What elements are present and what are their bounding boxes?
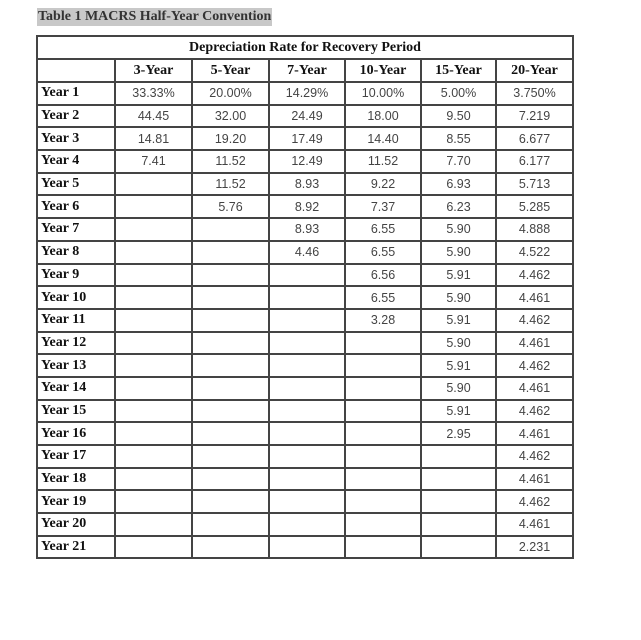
rate-cell: 9.50	[421, 105, 496, 128]
rate-cell	[269, 309, 345, 332]
table-body	[37, 82, 573, 558]
rate-cell: 4.462	[496, 354, 573, 377]
row-label: Year 14	[37, 377, 115, 400]
column-header: 3-Year	[115, 59, 192, 82]
rate-cell: 2.231	[496, 536, 573, 559]
rate-cell	[115, 468, 192, 491]
rate-cell: 6.55	[345, 218, 421, 241]
rate-cell: 5.713	[496, 173, 573, 196]
rate-cell	[345, 377, 421, 400]
rate-cell	[192, 513, 269, 536]
rate-cell: 4.461	[496, 422, 573, 445]
column-header-row	[37, 59, 573, 82]
rate-cell: 4.462	[496, 445, 573, 468]
rate-cell: 4.461	[496, 332, 573, 355]
table-row	[37, 377, 573, 400]
column-header: 20-Year	[496, 59, 573, 82]
rate-cell	[345, 468, 421, 491]
rate-cell: 19.20	[192, 127, 269, 150]
rate-cell	[345, 354, 421, 377]
rate-cell	[115, 445, 192, 468]
rate-cell	[115, 513, 192, 536]
row-label: Year 8	[37, 241, 115, 264]
rate-cell	[115, 218, 192, 241]
rate-cell	[269, 422, 345, 445]
rate-cell: 5.91	[421, 264, 496, 287]
rate-cell: 17.49	[269, 127, 345, 150]
group-header: Depreciation Rate for Recovery Period	[37, 36, 573, 59]
rate-cell	[192, 536, 269, 559]
rate-cell	[345, 422, 421, 445]
rate-cell: 14.81	[115, 127, 192, 150]
table-row	[37, 195, 573, 218]
table-row	[37, 173, 573, 196]
row-label: Year 11	[37, 309, 115, 332]
rate-cell: 5.91	[421, 354, 496, 377]
rate-cell: 7.70	[421, 150, 496, 173]
rate-cell: 5.91	[421, 309, 496, 332]
rate-cell	[115, 400, 192, 423]
rate-cell: 14.40	[345, 127, 421, 150]
rate-cell	[192, 422, 269, 445]
rate-cell	[115, 173, 192, 196]
row-label: Year 9	[37, 264, 115, 287]
rate-cell	[192, 264, 269, 287]
row-label: Year 17	[37, 445, 115, 468]
rate-cell	[192, 445, 269, 468]
rate-cell	[115, 354, 192, 377]
rate-cell	[269, 264, 345, 287]
table-row	[37, 354, 573, 377]
rate-cell	[269, 445, 345, 468]
rate-cell	[269, 490, 345, 513]
rate-cell: 5.76	[192, 195, 269, 218]
row-label: Year 10	[37, 286, 115, 309]
rate-cell: 12.49	[269, 150, 345, 173]
rate-cell	[421, 490, 496, 513]
table-title: Table 1 MACRS Half-Year Convention	[38, 9, 272, 24]
rate-cell: 4.46	[269, 241, 345, 264]
row-label: Year 18	[37, 468, 115, 491]
macrs-table	[36, 35, 574, 559]
rate-cell: 2.95	[421, 422, 496, 445]
rate-cell: 4.462	[496, 490, 573, 513]
rate-cell	[115, 490, 192, 513]
group-header-row	[37, 36, 573, 59]
table-row	[37, 127, 573, 150]
rate-cell: 4.461	[496, 377, 573, 400]
rate-cell	[345, 400, 421, 423]
row-label: Year 16	[37, 422, 115, 445]
rate-cell	[269, 513, 345, 536]
column-header: 15-Year	[421, 59, 496, 82]
rate-cell	[421, 445, 496, 468]
rate-cell: 4.461	[496, 513, 573, 536]
table-row	[37, 445, 573, 468]
rate-cell	[269, 468, 345, 491]
rate-cell: 32.00	[192, 105, 269, 128]
rate-cell	[345, 445, 421, 468]
rate-cell	[115, 309, 192, 332]
rate-cell: 4.462	[496, 400, 573, 423]
rate-cell	[192, 241, 269, 264]
rate-cell: 18.00	[345, 105, 421, 128]
table-row	[37, 286, 573, 309]
rate-cell: 8.92	[269, 195, 345, 218]
rate-cell	[192, 490, 269, 513]
rate-cell	[192, 377, 269, 400]
table-row	[37, 490, 573, 513]
rate-cell: 33.33%	[115, 82, 192, 105]
rate-cell: 7.41	[115, 150, 192, 173]
table-row	[37, 150, 573, 173]
row-label: Year 12	[37, 332, 115, 355]
table-row	[37, 218, 573, 241]
rate-cell: 7.37	[345, 195, 421, 218]
rate-cell	[115, 422, 192, 445]
rate-cell: 14.29%	[269, 82, 345, 105]
rate-cell	[345, 536, 421, 559]
rate-cell	[345, 513, 421, 536]
rate-cell: 5.90	[421, 332, 496, 355]
rate-cell: 5.91	[421, 400, 496, 423]
rate-cell: 9.22	[345, 173, 421, 196]
rate-cell: 5.90	[421, 218, 496, 241]
rate-cell	[269, 286, 345, 309]
row-label: Year 5	[37, 173, 115, 196]
rate-cell: 6.677	[496, 127, 573, 150]
rate-cell: 6.177	[496, 150, 573, 173]
rate-cell	[115, 536, 192, 559]
rate-cell: 6.55	[345, 241, 421, 264]
rate-cell	[192, 468, 269, 491]
row-label: Year 21	[37, 536, 115, 559]
row-label: Year 13	[37, 354, 115, 377]
rate-cell: 44.45	[115, 105, 192, 128]
rate-cell: 5.285	[496, 195, 573, 218]
rate-cell: 24.49	[269, 105, 345, 128]
table-row	[37, 422, 573, 445]
table-row	[37, 536, 573, 559]
rate-cell: 5.00%	[421, 82, 496, 105]
rate-cell	[192, 354, 269, 377]
table-row	[37, 400, 573, 423]
rate-cell	[269, 354, 345, 377]
row-label: Year 1	[37, 82, 115, 105]
rate-cell	[269, 332, 345, 355]
rate-cell: 3.750%	[496, 82, 573, 105]
rate-cell	[345, 332, 421, 355]
row-label: Year 19	[37, 490, 115, 513]
rate-cell: 8.55	[421, 127, 496, 150]
rate-cell: 7.219	[496, 105, 573, 128]
rate-cell	[269, 400, 345, 423]
rate-cell	[269, 536, 345, 559]
rate-cell: 6.55	[345, 286, 421, 309]
table-row	[37, 309, 573, 332]
rate-cell: 5.90	[421, 241, 496, 264]
table-row	[37, 332, 573, 355]
rate-cell: 4.462	[496, 264, 573, 287]
table-row	[37, 468, 573, 491]
rate-cell: 11.52	[192, 173, 269, 196]
rate-cell	[115, 332, 192, 355]
rate-cell: 8.93	[269, 218, 345, 241]
rate-cell: 5.90	[421, 377, 496, 400]
rate-cell	[115, 264, 192, 287]
rate-cell: 4.522	[496, 241, 573, 264]
rate-cell	[269, 377, 345, 400]
rate-cell	[192, 218, 269, 241]
rate-cell: 20.00%	[192, 82, 269, 105]
rate-cell	[421, 468, 496, 491]
row-label: Year 7	[37, 218, 115, 241]
row-label: Year 2	[37, 105, 115, 128]
rate-cell: 11.52	[192, 150, 269, 173]
rate-cell	[115, 195, 192, 218]
rate-cell	[421, 536, 496, 559]
rate-cell	[115, 377, 192, 400]
rate-cell	[115, 286, 192, 309]
rate-cell	[192, 286, 269, 309]
rate-cell	[192, 332, 269, 355]
rate-cell	[115, 241, 192, 264]
rate-cell: 11.52	[345, 150, 421, 173]
row-label: Year 4	[37, 150, 115, 173]
table-row	[37, 82, 573, 105]
table-row	[37, 241, 573, 264]
row-label: Year 15	[37, 400, 115, 423]
row-label: Year 3	[37, 127, 115, 150]
rate-cell	[345, 490, 421, 513]
rate-cell: 6.56	[345, 264, 421, 287]
rate-cell: 4.888	[496, 218, 573, 241]
rate-cell: 3.28	[345, 309, 421, 332]
rate-cell: 4.462	[496, 309, 573, 332]
rate-cell	[192, 400, 269, 423]
rate-cell: 8.93	[269, 173, 345, 196]
table-row	[37, 105, 573, 128]
rate-cell	[421, 513, 496, 536]
rate-cell: 4.461	[496, 286, 573, 309]
column-header: 5-Year	[192, 59, 269, 82]
rate-cell: 6.93	[421, 173, 496, 196]
column-header: 7-Year	[269, 59, 345, 82]
rate-cell	[192, 309, 269, 332]
column-header: 10-Year	[345, 59, 421, 82]
table-row	[37, 264, 573, 287]
rate-cell: 6.23	[421, 195, 496, 218]
row-label: Year 20	[37, 513, 115, 536]
table-row	[37, 513, 573, 536]
rate-cell: 10.00%	[345, 82, 421, 105]
corner-cell	[37, 59, 115, 82]
rate-cell: 5.90	[421, 286, 496, 309]
rate-cell: 4.461	[496, 468, 573, 491]
row-label: Year 6	[37, 195, 115, 218]
